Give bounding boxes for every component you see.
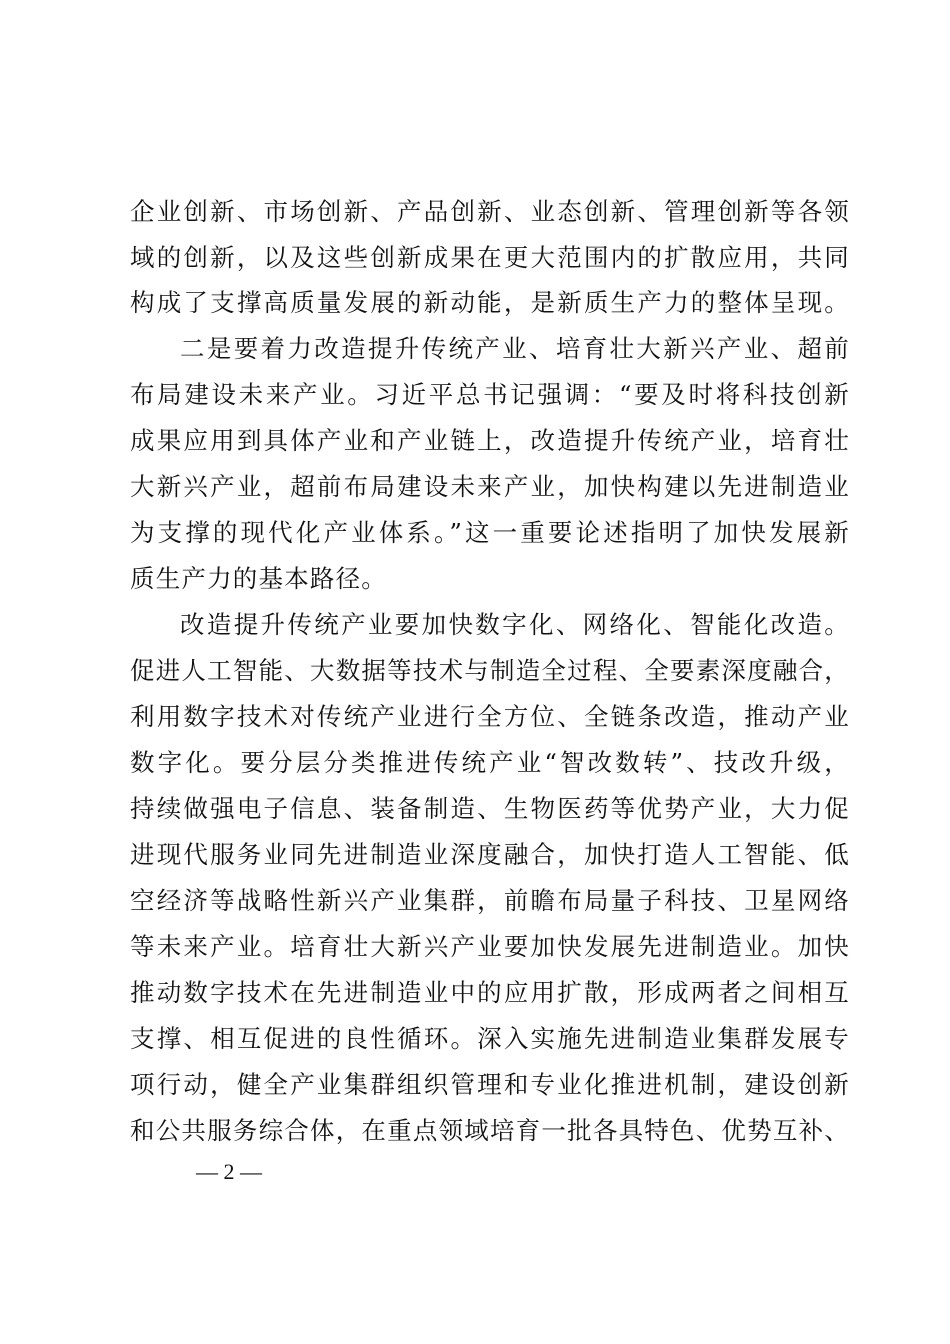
text-line: 布局建设未来产业。习近平总书记强调：“要及时将科技创新 [130, 380, 850, 409]
text-line: 推动数字技术在先进制造业中的应用扩散，形成两者之间相互 [130, 978, 850, 1007]
text-line: 持续做强电子信息、装备制造、生物医药等优势产业，大力促 [130, 794, 850, 823]
text-line: 大新兴产业，超前布局建设未来产业，加快构建以先进制造业 [130, 472, 850, 501]
text-line: 域的创新，以及这些创新成果在更大范围内的扩散应用，共同 [130, 243, 850, 272]
text-line: 项行动，健全产业集群组织管理和专业化推进机制，建设创新 [130, 1070, 850, 1099]
text-line: 企业创新、市场创新、产品创新、业态创新、管理创新等各领 [130, 197, 850, 226]
text-line: 构成了支撑高质量发展的新动能，是新质生产力的整体呈现。 [130, 288, 850, 317]
text-line: 空经济等战略性新兴产业集群，前瞻布局量子科技、卫星网络 [130, 886, 850, 915]
page-number: — 2 — [196, 1159, 262, 1184]
text-line: 成果应用到具体产业和产业链上，改造提升传统产业，培育壮 [130, 426, 850, 455]
text-line: 数字化。要分层分类推进传统产业“智改数转”、技改升级， [130, 748, 850, 777]
paragraph-end-line: 质生产力的基本路径。 [130, 564, 387, 593]
text-line: 为支撑的现代化产业体系。”这一重要论述指明了加快发展新 [130, 518, 850, 547]
text-line: 支撑、相互促进的良性循环。深入实施先进制造业集群发展专 [130, 1024, 850, 1053]
text-line: 进现代服务业同先进制造业深度融合，加快打造人工智能、低 [130, 840, 850, 869]
text-line: 和公共服务综合体，在重点领域培育一批各具特色、优势互补、 [130, 1116, 850, 1145]
paragraph-start-line: 二是要着力改造提升传统产业、培育壮大新兴产业、超前 [180, 334, 850, 363]
text-line: 促进人工智能、大数据等技术与制造全过程、全要素深度融合， [130, 656, 850, 685]
text-line: 利用数字技术对传统产业进行全方位、全链条改造，推动产业 [130, 702, 850, 731]
paragraph-start-line: 改造提升传统产业要加快数字化、网络化、智能化改造。 [180, 610, 850, 639]
text-line: 等未来产业。培育壮大新兴产业要加快发展先进制造业。加快 [130, 932, 850, 961]
